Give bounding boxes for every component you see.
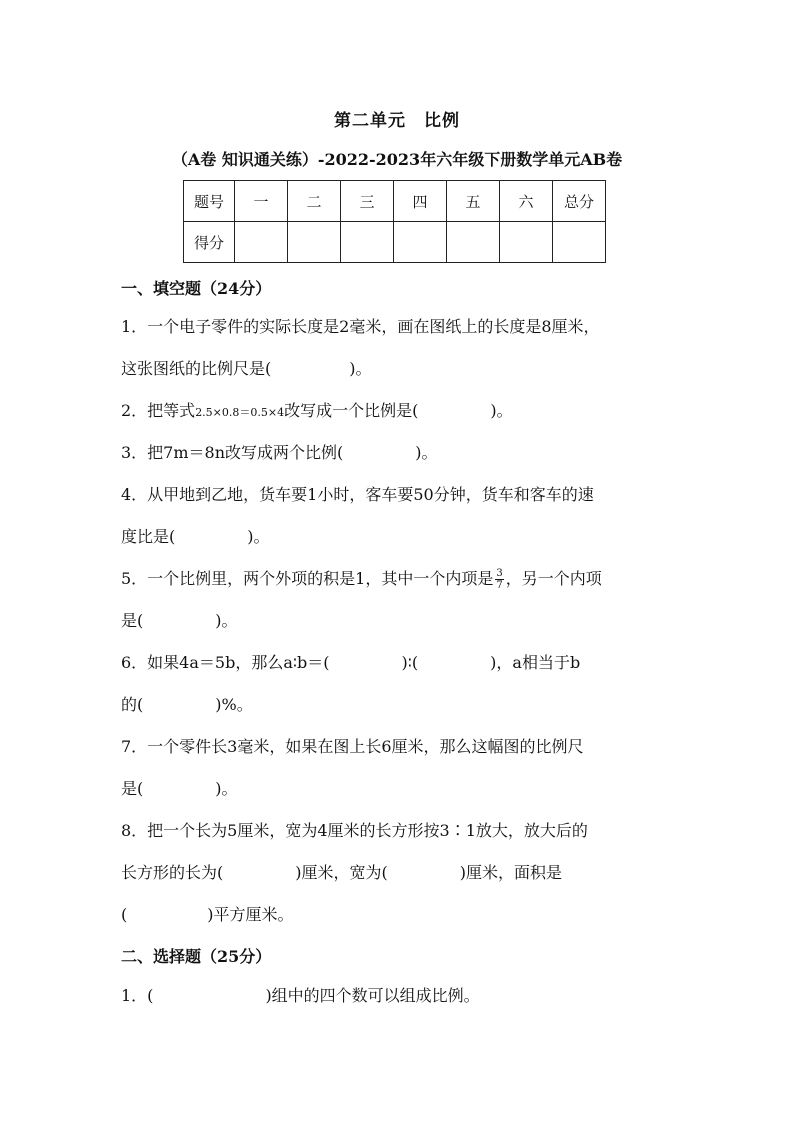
q-text: 的( [121, 695, 144, 714]
score-cell-label: 得分 [184, 222, 235, 263]
question-3 [121, 432, 681, 474]
q-text: )厘米，面积是 [459, 863, 562, 882]
q-text: 这张图纸的比例尺是( [121, 359, 272, 378]
score-cell-header: 三 [341, 181, 394, 222]
score-cell-header: 一 [235, 181, 288, 222]
question-8-line-1: 8．把一个长为5厘米，宽为4厘米的长方形按3∶1放大，放大后的 [121, 821, 588, 840]
score-cell-empty[interactable] [394, 222, 447, 263]
fraction-numerator: 3 [496, 568, 503, 579]
score-cell-header: 五 [447, 181, 500, 222]
q-text: )%。 [215, 695, 253, 714]
score-cell-header: 六 [500, 181, 553, 222]
q-text: )。 [215, 611, 238, 630]
page-title: 第二单元 比例 [334, 111, 460, 131]
score-cell-empty[interactable] [500, 222, 553, 263]
q-text: )组中的四个数可以组成比例。 [265, 986, 480, 1005]
question-6-line-2 [121, 684, 681, 726]
q-text: )。 [247, 527, 270, 546]
question-8-line-2 [121, 852, 681, 894]
q-text: 3．把7m＝8n改写成两个比例( [121, 443, 344, 462]
score-cell-header: 四 [394, 181, 447, 222]
choice-question-1 [121, 975, 681, 1017]
question-1-line-2 [121, 348, 681, 390]
q-text: 是( [121, 611, 144, 630]
q-text: 是( [121, 779, 144, 798]
q-text: )∶( [401, 653, 419, 672]
q-text: )。 [215, 779, 238, 798]
question-4-line-1: 4．从甲地到乙地，货车要1小时，客车要50分钟，货车和客车的速 [121, 485, 594, 504]
score-cell-empty[interactable] [235, 222, 288, 263]
q-text: ，另一个内项 [505, 569, 602, 588]
question-6-line-1 [121, 642, 681, 684]
score-cell-empty[interactable] [288, 222, 341, 263]
q-text: )平方厘米。 [207, 905, 294, 924]
q-text: )厘米，宽为( [295, 863, 388, 882]
q-text: 1．( [121, 986, 154, 1005]
q-text: 6．如果4a＝5b，那么a∶b＝( [121, 653, 330, 672]
score-cell-empty[interactable] [341, 222, 394, 263]
q-text: )。 [415, 443, 438, 462]
q-text: 2．把等式 [121, 401, 196, 420]
score-table [183, 180, 606, 263]
section-heading-multiple-choice: 二、选择题（25分） [121, 947, 272, 966]
fraction-denominator: 7 [496, 580, 503, 591]
q-text: 5．一个比例里，两个外项的积是1，其中一个内项是 [121, 569, 494, 588]
question-2 [121, 390, 681, 434]
q-text: )，a相当于b [490, 653, 581, 672]
q-text: ( [121, 905, 128, 924]
q-text: 度比是( [121, 527, 176, 546]
question-4-line-2 [121, 516, 681, 558]
fraction [495, 568, 503, 591]
score-cell-header: 二 [288, 181, 341, 222]
score-cell-empty[interactable] [447, 222, 500, 263]
q-text: 改写成一个比例是( [284, 401, 419, 420]
score-table-score-row [184, 222, 606, 263]
score-cell-label: 题号 [184, 181, 235, 222]
question-7-line-1: 7．一个零件长3毫米，如果在图上长6厘米，那么这幅图的比例尺 [121, 737, 584, 756]
q-text: )。 [349, 359, 372, 378]
question-5-line-1 [121, 558, 681, 600]
score-table-header-row [184, 181, 606, 222]
question-8-line-3 [121, 894, 681, 936]
q-text: 长方形的长为( [121, 863, 224, 882]
question-7-line-2 [121, 768, 681, 810]
page-subtitle: （A卷 知识通关练）-2022-2023年六年级下册数学单元AB卷 [171, 150, 623, 169]
question-5-line-2 [121, 600, 681, 642]
q-text: )。 [490, 401, 513, 420]
score-cell-header: 总分 [553, 181, 606, 222]
section-heading-fill-in: 一、填空题（24分） [121, 279, 272, 298]
question-1-line-1: 1．一个电子零件的实际长度是2毫米，画在图纸上的长度是8厘米， [121, 317, 600, 336]
q-equation: 2.5×0.8＝0.5×4 [195, 406, 285, 419]
score-cell-empty[interactable] [553, 222, 606, 263]
